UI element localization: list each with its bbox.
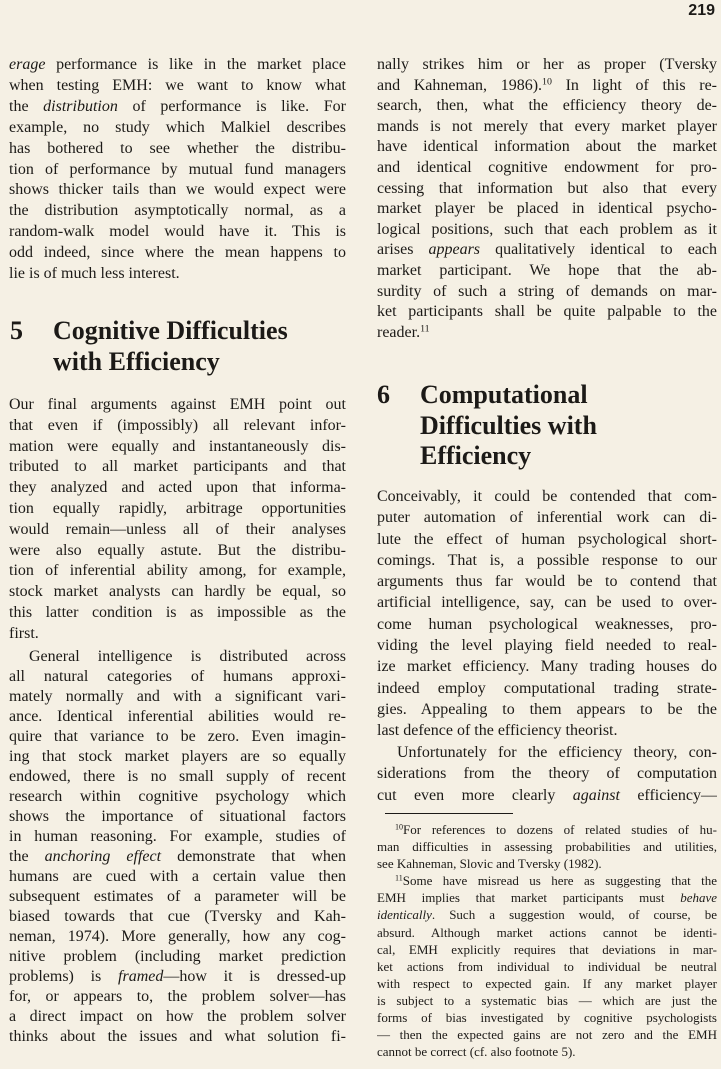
- text-line: market player be placed in identical psycho-: [377, 200, 717, 218]
- paragraph: [377, 486, 717, 742]
- text-line: first.: [9, 624, 39, 642]
- text-line: tion of performance by mutual fund managers: [9, 160, 346, 178]
- text-line: cessing that information but also that every: [377, 179, 717, 197]
- page-number: 219: [688, 2, 715, 19]
- text-line: indeed employ computational trading strate-: [377, 679, 717, 697]
- italic-text: appears: [428, 241, 481, 259]
- paragraph: [9, 395, 346, 645]
- italic-text: erage: [9, 56, 46, 73]
- footnote-line: [377, 889, 717, 906]
- text-line: Our final arguments against EMH point out: [9, 396, 346, 413]
- text-line: a direct impact on how the problem solver: [9, 1008, 346, 1025]
- text-line: search, then, what the efficiency theory de-: [377, 97, 717, 115]
- text-line: comings. That is, a possible response to our: [377, 551, 717, 569]
- text-line: ket participants shall be quite palpable to the: [377, 303, 717, 321]
- text-line: this latter condition is as impossible as the: [9, 603, 346, 621]
- paragraph: [377, 55, 717, 343]
- text-line: viding the level playing field needed to real-: [377, 637, 717, 655]
- text-line: would remain—unless all of their analyses: [9, 520, 346, 538]
- text-line: ize market efficiency. Many trading houses do: [377, 658, 717, 676]
- text-line: General intelligence is distributed across: [29, 648, 346, 665]
- text-line: artificial intelligence, say, can be used to over-: [377, 594, 717, 612]
- text-line: puter automation of inferential work can di-: [377, 509, 717, 527]
- section-title: [420, 380, 597, 472]
- footnote-line: forms of bias investigated by cognitive psychologists: [377, 1010, 717, 1026]
- italic-text: behave: [680, 890, 717, 906]
- text-line: subsequent estimates of a parameter will be: [9, 888, 346, 905]
- section-number: 6: [377, 380, 390, 409]
- section-title-line: Computational: [420, 380, 588, 409]
- text-line: in human reasoning. For example, studies of: [9, 828, 346, 845]
- text-line: stock market analysts can hardly be equal, so: [9, 583, 346, 601]
- text-line: Conceivably, it could be contended that com-: [377, 488, 717, 505]
- text-span: performance is like in the market place: [45, 56, 346, 73]
- footnote-marker: 10: [542, 76, 552, 88]
- text-line: nally strikes him or her as proper (Tversky: [377, 56, 717, 73]
- text-span: the: [9, 848, 45, 865]
- text-line: Unfortunately for the efficiency theory, con-: [397, 744, 717, 761]
- text-line: [9, 55, 346, 76]
- paragraph: [9, 647, 346, 1047]
- text-span: qualitatively identical to each: [480, 241, 717, 259]
- section-heading-5: [10, 316, 340, 386]
- text-line: lute the effect of human psychological short-: [377, 530, 717, 548]
- text-line: surdity of such a string of demands on mar-: [377, 282, 717, 300]
- text-line: odd indeed, since where the mean happens to: [9, 244, 346, 262]
- text-line: mation were equally and instantaneously dis-: [9, 437, 346, 455]
- text-span: . Such a suggestion would, of course, be: [431, 907, 717, 923]
- text-span: EMH implies that market participants must: [377, 890, 681, 906]
- section-heading-6: [377, 380, 707, 475]
- text-line: [9, 97, 346, 118]
- text-line: arguments thus far would be to contend that: [377, 573, 717, 591]
- section-title-line: Efficiency: [420, 441, 532, 470]
- section-title: [53, 316, 288, 377]
- text-line: tion equally rapidly, arbitrage opportunities: [9, 499, 346, 517]
- footnote-line: [377, 821, 717, 838]
- text-line: [377, 76, 717, 97]
- text-line: research within cognitive psychology which: [9, 788, 346, 805]
- text-line: shows the importance of situational factors: [9, 808, 346, 825]
- text-span: problems) is: [9, 968, 119, 985]
- text-line: market participant. We hope that the ab-: [377, 261, 717, 279]
- footnote-line: man difficulties in assessing probabilities and utilities,: [377, 839, 717, 855]
- footnote-line: cannot be correct (cf. also footnote 5).: [377, 1044, 576, 1060]
- text-line: mands is not merely that every market player: [377, 117, 717, 135]
- italic-text: framed: [118, 968, 164, 985]
- section-number: 5: [10, 316, 23, 345]
- section-title-line: Cognitive Difficulties: [53, 316, 288, 345]
- italic-text: distribution: [43, 97, 118, 115]
- text-span: arises: [377, 241, 429, 259]
- section-title-line: Difficulties with: [420, 410, 597, 440]
- text-line: ance. Identical inferential abilities would re-: [9, 708, 346, 725]
- footnote-line: is subject to a systematic bias — which are just the: [377, 992, 717, 1008]
- footnote-line: — then the expected gains are not zero and the EMH: [377, 1027, 717, 1043]
- text-line: siderations from the theory of computation: [377, 765, 717, 783]
- text-line: shows thicker tails than we would expect were: [9, 181, 346, 199]
- footnote-marker: 11: [420, 323, 430, 335]
- text-line: lie is of much less interest.: [9, 265, 180, 283]
- footnote: [377, 821, 717, 872]
- footnote-line: [377, 872, 717, 889]
- footnote: [377, 872, 717, 1060]
- text-line: that even if (impossibly) all relevant infor-: [9, 416, 346, 434]
- text-span: Some have misread us here as suggesting that the: [402, 873, 717, 889]
- text-line: tributed to all market participants and that: [9, 458, 346, 476]
- text-span: For references to dozens of related studies of hu-: [403, 822, 717, 837]
- text-line: neman, 1974). More generally, how any cog-: [9, 928, 346, 945]
- italic-text: against: [572, 786, 620, 804]
- text-span: —how it is dressed-up: [163, 968, 346, 985]
- text-line: and identical cognitive endowment for pro-: [377, 158, 717, 176]
- text-line: last defence of the efficiency theorist.: [377, 722, 618, 740]
- paragraph: [377, 742, 717, 806]
- text-line: gies. Appealing to them appears to be the: [377, 700, 717, 718]
- text-span: and Kahneman, 1986).: [377, 76, 543, 94]
- text-line: logical positions, such that each problem as it: [377, 220, 717, 238]
- text-span: of performance is like. For: [117, 97, 346, 115]
- text-line: [9, 967, 346, 987]
- text-line: [377, 785, 717, 806]
- text-line: quire that variance to be zero. Even imagin-: [9, 728, 346, 745]
- text-line: have identical information about the market: [377, 138, 717, 156]
- text-line: nitive problem (including market prediction: [9, 948, 346, 965]
- footnote-line: [377, 906, 717, 923]
- text-line: when testing EMH: we want to know what: [9, 76, 346, 94]
- paragraph: [9, 55, 346, 285]
- footnote-marker: 11: [395, 873, 403, 883]
- footnote-marker: 10: [395, 822, 404, 832]
- text-line: example, no study which Malkiel describes: [9, 118, 346, 136]
- text-line: ing that stock market players are so equally: [9, 748, 346, 765]
- text-line: for, or appears to, the problem solver—has: [9, 988, 346, 1005]
- text-span: the: [9, 97, 44, 115]
- text-line: tion of inferential ability among, for example,: [9, 562, 346, 580]
- text-line: they analyzed and acted upon that informa-: [9, 479, 346, 497]
- text-span: reader.: [377, 323, 421, 341]
- text-line: mately normally and with a significant vari-: [9, 688, 346, 705]
- italic-text: identically: [377, 907, 432, 923]
- text-line: endowed, there is no small supply of recent: [9, 768, 346, 785]
- footnote-rule: [385, 813, 513, 814]
- text-line: were also equally astute. But the distribu-: [9, 541, 346, 559]
- text-span: cut even more clearly: [377, 786, 573, 804]
- text-line: come human psychological weaknesses, pro-: [377, 615, 717, 633]
- italic-text: anchoring effect: [44, 848, 162, 865]
- footnote-line: absurd. Although market actions cannot be identi-: [377, 924, 717, 940]
- text-line: random-walk model would have it. This is: [9, 223, 346, 241]
- text-span: efficiency—: [619, 786, 717, 804]
- text-line: humans are cued with a certain value then: [9, 868, 346, 885]
- section-title-line: with Efficiency: [53, 346, 220, 376]
- text-line: thinks about the issues and what solution fi-: [9, 1028, 346, 1045]
- text-span: demonstrate that when: [161, 848, 346, 865]
- footnote-line: with respect to expected gain. If any market player: [377, 975, 717, 991]
- text-line: the distribution asymptotically normal, as a: [9, 202, 346, 220]
- text-line: [377, 240, 717, 261]
- footnote-line: ket actions from individual to individual be neutral: [377, 958, 717, 974]
- text-line: has bothered to see whether the distribu-: [9, 139, 346, 157]
- text-line: all natural categories of humans approxi-: [9, 668, 346, 685]
- text-line: biased towards that cue (Tversky and Kah-: [9, 908, 346, 925]
- footnote-line: see Kahneman, Slovic and Tversky (1982).: [377, 856, 602, 872]
- footnotes: [377, 821, 717, 1060]
- text-line: [9, 847, 346, 867]
- text-span: In light of this re-: [551, 76, 717, 94]
- footnote-line: cal, EMH explicitly requires that deviations in mar-: [377, 941, 717, 957]
- text-line: [377, 323, 717, 344]
